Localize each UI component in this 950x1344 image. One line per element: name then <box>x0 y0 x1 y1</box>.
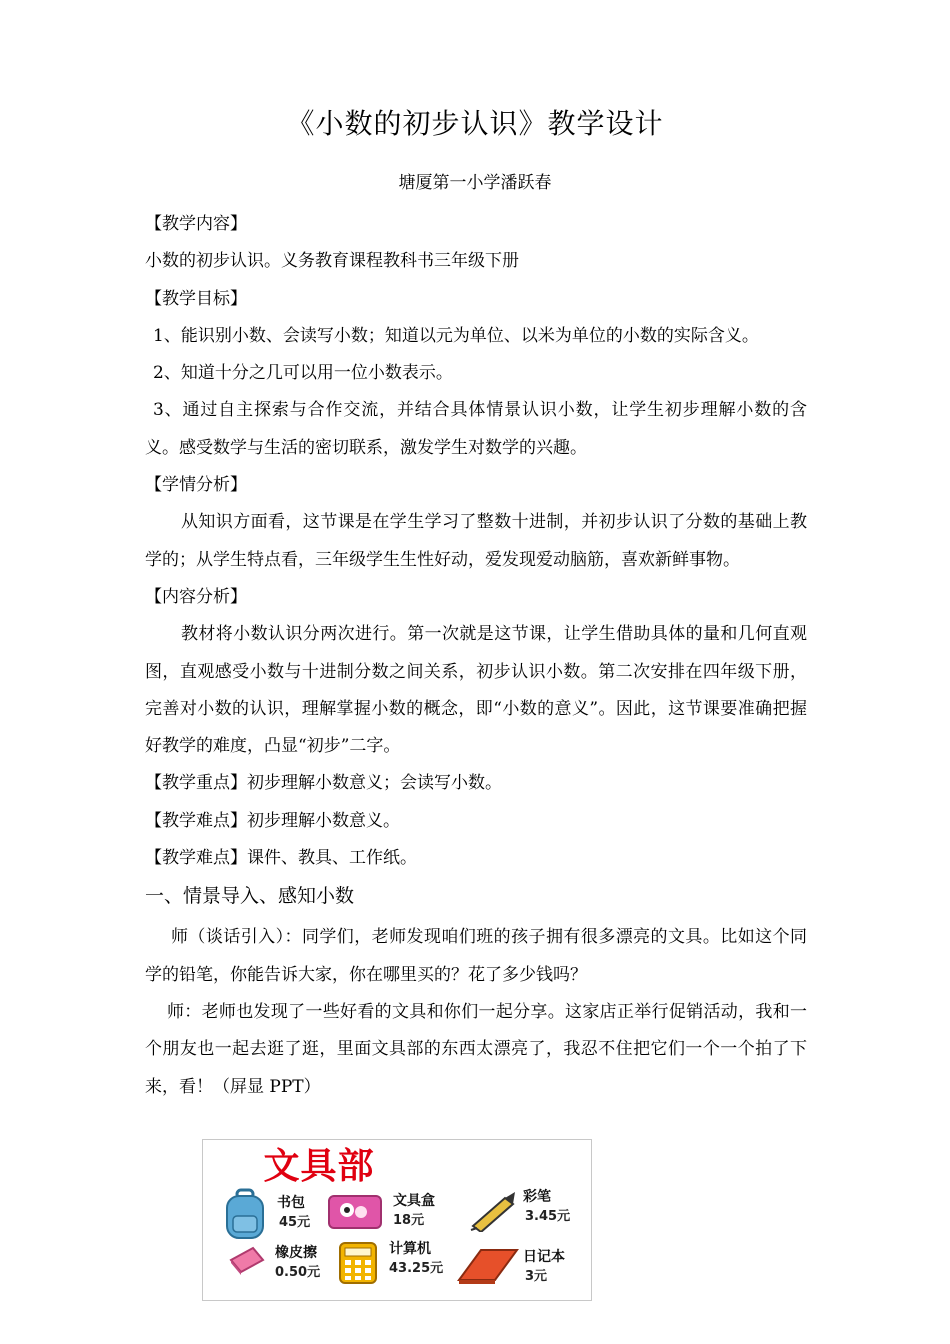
materials: 【教学难点】课件、教具、工作纸。 <box>145 848 417 869</box>
item-price: 18元 <box>393 1213 425 1228</box>
author-line: 塘厦第一小学潘跃春 <box>398 173 552 193</box>
teacher-share-paragraph: 师：老师也发现了一些好看的文具和你们一起分享。这家店正举行促销活动，我和一个朋友也一起去逛了逛，里面文具部的东西太漂亮了，我忍不住把它们一个一个拍了下来，看！（屏显 PPT） <box>145 1001 807 1097</box>
ppt-heading: 文具部 <box>263 1145 375 1187</box>
item-price: 0.50元 <box>275 1265 321 1280</box>
item-price: 45元 <box>279 1215 311 1230</box>
paragraph-content: 小数的初步认识。义务教育课程教科书三年级下册 <box>145 251 519 272</box>
key-points: 【教学重点】初步理解小数意义；会读写小数。 <box>145 773 502 794</box>
goal-2: 2、知道十分之几可以用一位小数表示。 <box>153 363 453 384</box>
item-price: 3.45元 <box>525 1209 571 1224</box>
item-price: 3元 <box>525 1269 548 1284</box>
paragraph-content-analysis: 教材将小数认识分两次进行。第一次就是这节课，让学生借助具体的量和几何直观图，直观感受小数与十进制分数之间关系，初步认识小数。第二次安排在四年级下册，完善对小数的认识，理解掌握小数的概念，即“小数的意义”。因此，这节课要准确把握好教学的难度，凸显“初步”二字。 <box>145 624 807 757</box>
section-one-heading: 一、情景导入、感知小数 <box>145 885 355 908</box>
item-name: 橡皮擦 <box>275 1245 317 1261</box>
goal-3: 3、通过自主探索与合作交流，并结合具体情景认识小数，让学生初步理解小数的含义。感受数学与生活的密切联系，激发学生对数学的兴趣。 <box>145 400 807 458</box>
difficulties: 【教学难点】初步理解小数意义。 <box>145 810 400 831</box>
item-name: 文具盒 <box>393 1193 435 1209</box>
document-body <box>145 206 807 1106</box>
crayon-icon <box>467 1190 519 1232</box>
item-name: 日记本 <box>523 1249 565 1265</box>
section-heading-goals: 【教学目标】 <box>145 288 247 309</box>
document-title: 《小数的初步认识》教学设计 <box>286 107 664 140</box>
section-heading-content: 【教学内容】 <box>145 214 247 234</box>
backpack-icon <box>223 1188 267 1240</box>
item-price: 43.25元 <box>389 1261 444 1276</box>
ppt-stationery-image <box>202 1139 592 1301</box>
section-heading-student-analysis: 【学情分析】 <box>145 475 247 496</box>
teacher-intro-paragraph: 师（谈话引入）：同学们，老师发现咱们班的孩子拥有很多漂亮的文具。比如这个同学的铅笔，你能告诉大家，你在哪里买的？花了多少钱吗？ <box>145 927 807 985</box>
paragraph-student-analysis: 从知识方面看，这节课是在学生学习了整数十进制，并初步认识了分数的基础上教学的；从学生特点看，三年级学生生性好动，爱发现爱动脑筋，喜欢新鲜事物。 <box>145 512 807 570</box>
item-name: 计算机 <box>389 1241 431 1257</box>
item-name: 彩笔 <box>523 1189 551 1205</box>
notebook-icon <box>457 1246 519 1286</box>
item-name: 书包 <box>277 1195 305 1211</box>
goal-1: 1、能识别小数、会读写小数；知道以元为单位、以米为单位的小数的实际含义。 <box>153 325 759 346</box>
calculator-icon <box>337 1240 379 1286</box>
section-heading-content-analysis: 【内容分析】 <box>145 586 247 607</box>
pencil-case-icon <box>327 1192 383 1232</box>
eraser-icon <box>227 1246 267 1276</box>
